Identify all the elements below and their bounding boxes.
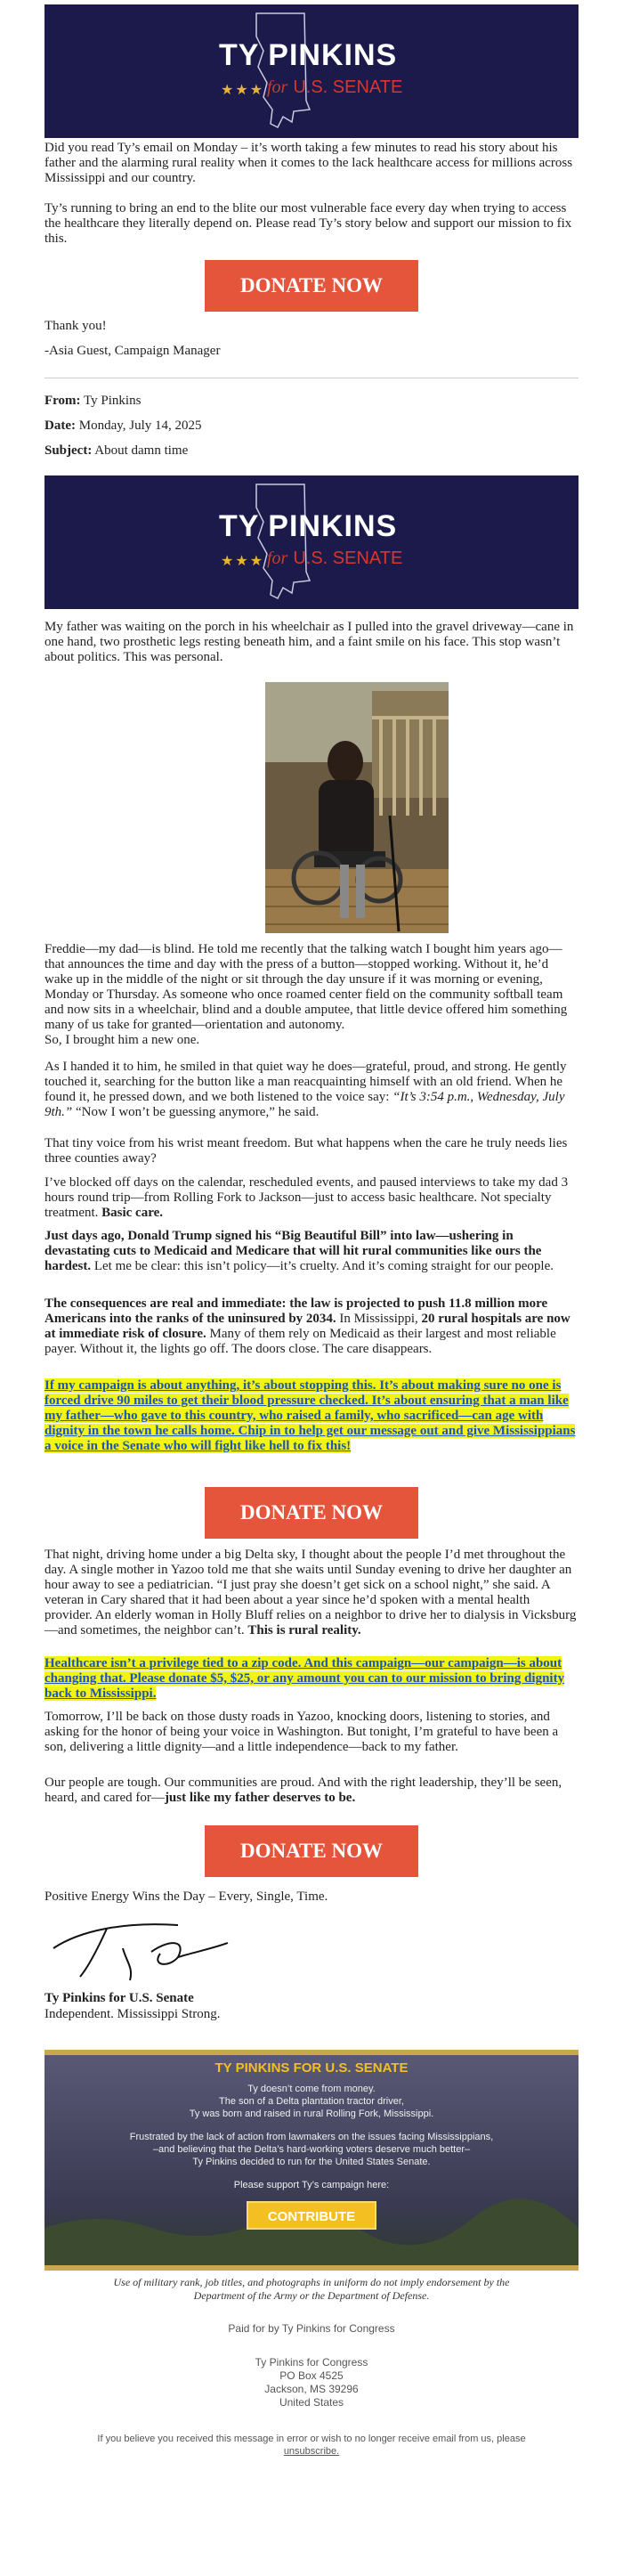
banner-name: TY PINKINS [219, 38, 398, 72]
closing: Positive Energy Wins the Day – Every, Single, Time. [44, 1889, 328, 1904]
story-text-8a: The consequences are real and immediate: the law is projected to push 11.8 million more Americans into the ranks of the uninsured by 2034. [44, 1296, 548, 1326]
disclaimer-1: Use of military rank, job titles, and photographs in uniform do not imply endorsement by the [113, 2276, 510, 2288]
story-text-2: Freddie—my dad—is blind. He told me recently that the talking watch I bought him years ago—that announces the time and day with the press of a button—stopped working. Without it, he’d wake up in the middle of the night or sit through the day unsure if it was morning or evening, Monday or Thursday. As someone who once roamed center field on the community softball team and now sits in a wheelchair, blind and a double amputee, that little device offered him something many of us take for granted—orientation and autonomy. [44, 942, 568, 1032]
forward-subject [44, 443, 578, 459]
forward-date [44, 418, 578, 434]
subject-value: About damn time [94, 443, 189, 458]
unsubscribe-text: If you believe you received this message in error or wish to no longer receive email from us, please [97, 2434, 526, 2444]
from-value: Ty Pinkins [84, 394, 142, 408]
campaign-banner-story [44, 475, 578, 609]
bio-footer-box [44, 2050, 578, 2271]
subject-label: Subject: [44, 443, 93, 458]
disclaimer-2: Department of the Army or the Department of Defense. [193, 2289, 430, 2302]
contribute-button[interactable]: CONTRIBUTE [247, 2201, 376, 2230]
footer-title: TY PINKINS FOR U.S. SENATE [214, 2060, 409, 2076]
story-text-3: So, I brought him a new one. [44, 1033, 200, 1047]
intro-paragraph-2 [44, 201, 578, 247]
story-p1 [44, 620, 578, 665]
address-line-4: United States [279, 2396, 344, 2409]
donate-button-1[interactable]: DONATE NOW [205, 260, 418, 312]
footer-line-1: Ty doesn’t come from money. [247, 2084, 376, 2094]
from-label: From: [44, 394, 81, 408]
date-value: Monday, July 14, 2025 [78, 418, 202, 433]
highlight-link-2[interactable]: Healthcare isn’t a privilege tied to a zip code. And this campaign—our campaign—is about changing that. Please donate $5, $25, or any amount you can to our mission to bring dignity back to Mississippi. [44, 1656, 565, 1701]
intro-paragraph-1 [44, 141, 578, 186]
highlight-callout-2[interactable] [44, 1656, 578, 1702]
highlight-callout-1[interactable] [44, 1378, 578, 1454]
unsubscribe-link[interactable]: unsubscribe. [283, 2446, 340, 2457]
forward-from [44, 394, 578, 409]
address-line-1: Ty Pinkins for Congress [255, 2356, 368, 2369]
footer-line-4: Frustrated by the lack of action from lawmakers on the issues facing Mississippians, [129, 2132, 494, 2142]
paid-for: Paid for by Ty Pinkins for Congress [228, 2322, 395, 2335]
rural-reality: This is rural reality. [247, 1623, 361, 1637]
banner-office-text: U.S. SENATE [293, 77, 403, 97]
date-label: Date: [44, 418, 76, 433]
address-line-3: Jackson, MS 39296 [264, 2383, 359, 2395]
signature-tagline: Independent. Mississippi Strong. [44, 2007, 221, 2021]
story-text-8b: In Mississippi, [336, 1312, 422, 1326]
banner-office-text: U.S. SENATE [293, 549, 403, 568]
footer-line-6: Ty Pinkins decided to run for the United States Senate. [192, 2157, 431, 2167]
thanks-text [44, 319, 578, 334]
story-text-7a: Just days ago, Donald Trump signed his “Big Beautiful Bill” into law—ushering in devastating cuts to Medicaid and Medicare that will hit rural communities like ours the hardest. [44, 1229, 542, 1273]
banner-stars: ★★★ [221, 552, 265, 569]
story-text-4c: “Now I won’t be guessing anymore,” he said. [72, 1105, 320, 1119]
closing-line [44, 1889, 578, 1905]
father-porch-photo [265, 682, 449, 933]
story-text-8c: 20 rural hospitals are now at immediate risk of closure. [44, 1312, 570, 1341]
footer-line-7: Please support Ty’s campaign here: [233, 2180, 390, 2190]
story-p5 [44, 1136, 578, 1166]
intro-text-2: Ty’s running to bring an end to the blite our most vulnerable face every day when trying to access the healthcare they literally depend on. Please read Ty’s story below and support our mission to fix this. [44, 201, 572, 246]
story-text-5: That tiny voice from his wrist meant freedom. But what happens when the care he truly needs lies three counties away? [44, 1136, 568, 1166]
footer-line-2: The son of a Delta plantation tractor driver, [219, 2096, 404, 2107]
intro-text-1: Did you read Ty’s email on Monday – it’s worth taking a few minutes to read his story about his father and the alarming rural reality when it comes to the lack healthcare access for millions across Mississippi and our country. [44, 141, 573, 185]
story-text-10: Tomorrow, I’ll be back on those dusty roads in Yazoo, knocking doors, listening to stories, and asking for the honor of being your voice in Washington. But tonight, I’m grateful to have been a son, delivering a little dignity—and a little independence—back to my father. [44, 1710, 559, 1754]
story-text-1: My father was waiting on the porch in his wheelchair as I pulled into the gravel driveway—cane in one hand, two prosthetic legs resting beneath him, and a faint smile on his face. This stop wasn’t about politics. This was personal. [44, 620, 574, 664]
address-line-2: PO Box 4525 [279, 2369, 344, 2382]
story-text-11a: Our people are tough. Our communities are proud. And with the right leadership, they’ll be seen, heard, and cared for— [44, 1776, 562, 1805]
story-text-6a: I’ve blocked off days on the calendar, rescheduled events, and paused interviews to take my dad 3 hours round trip—from Rolling Fork to Jackson—just to access basic healthcare. Not specialty treatment. [44, 1175, 569, 1220]
footer-line-3: Ty was born and raised in rural Rolling Fork, Mississippi. [189, 2109, 434, 2119]
story-p7 [44, 1229, 578, 1274]
donate-button-3[interactable]: DONATE NOW [205, 1825, 418, 1877]
thanks: Thank you! [44, 319, 107, 333]
story-text-9a: That night, driving home under a big Delta sky, I thought about the people I’d met throughout the day. A single mother in Yazoo told me that she waits until Sunday evening to drive her daughter an hour away to see a pediatrician. “I just pray she doesn’t get sick on a school night,” she said. A veteran in Cary shared that it had been about a year since he’d spoken with a mental health provider. An elderly woman in Holly Bluff relies on a neighbor to drive her to dialysis in Vicksburg—and sometimes, the neighbor can’t. [44, 1548, 577, 1637]
story-p6 [44, 1175, 578, 1221]
story-p2 [44, 942, 578, 1033]
footer-line-5: –and believing that the Delta’s hard-working voters deserve much better– [152, 2144, 471, 2155]
story-p10 [44, 1710, 578, 1755]
story-p8 [44, 1296, 578, 1357]
signature-name: Ty Pinkins for U.S. Senate [44, 1991, 194, 2005]
donate-button-2[interactable]: DONATE NOW [205, 1487, 418, 1539]
banner-for: for [267, 549, 288, 568]
basic-care: Basic care. [101, 1206, 164, 1220]
sig-tag [44, 2007, 578, 2022]
story-text-11b: just like my father deserves to be. [164, 1791, 356, 1805]
watch-quote: “It’s 3:54 p.m., Wednesday, July 9th.” [44, 1090, 565, 1119]
story-text-4a: As I handed it to him, he smiled in that quiet way he does—grateful, proud, and strong. He gently touched it, searching for the button like a man reacquainting himself with an old friend. When he found it, he pressed down, and we both listened to the voice say: [44, 1060, 567, 1104]
story-text-8d: Many of them rely on Medicaid as their largest and most reliable payer. Without it, the lights go off. The doors close. The care disappears. [44, 1327, 556, 1356]
story-p11 [44, 1776, 578, 1806]
signoff-text [44, 344, 578, 359]
banner-stars: ★★★ [221, 81, 265, 98]
story-text-7b: Let me be clear: this isn’t policy—it’s cruelty. And it’s coming straight for our people. [91, 1259, 554, 1273]
highlight-link-1[interactable]: If my campaign is about anything, it’s about stopping this. It’s about making sure no one is forced drive 90 miles to get their blood pressure checked. It’s about ensuring that a man like my father—who gave to this country, who raised a family, who sacrificed—can age with dignity in the town he calls home. Chip in to help get our message out and give Mississippians a voice in the Senate who will fight like hell to fix this! [44, 1378, 576, 1453]
banner-office [267, 549, 402, 569]
story-p9 [44, 1548, 578, 1638]
banner-for: for [267, 77, 288, 97]
story-p3 [44, 1033, 578, 1048]
signoff: -Asia Guest, Campaign Manager [44, 344, 221, 358]
sig-name [44, 1991, 578, 2006]
campaign-banner-top [44, 4, 578, 138]
banner-office [267, 77, 402, 98]
banner-name: TY PINKINS [219, 509, 398, 543]
photo-illustration [265, 682, 449, 933]
story-p4 [44, 1060, 578, 1120]
signature-image [44, 1913, 231, 1984]
